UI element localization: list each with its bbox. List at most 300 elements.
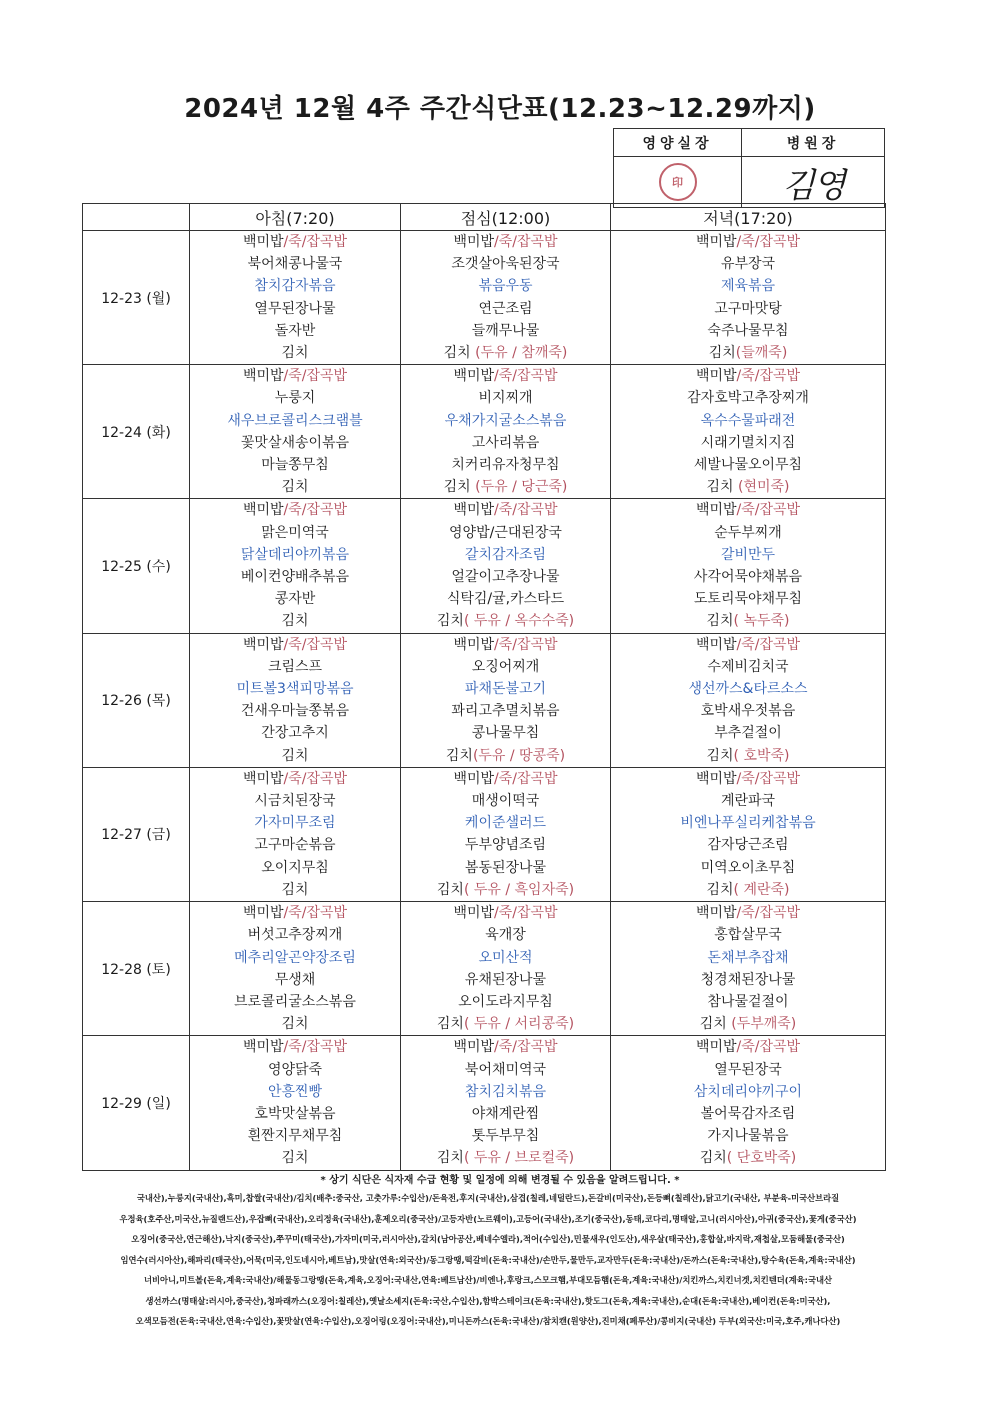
meal-cell-lunch	[401, 231, 611, 365]
menu-item: 영양밥/근대된장국	[449, 524, 562, 541]
rice-label: 백미밥	[695, 770, 737, 787]
separator: /	[512, 234, 517, 250]
separator: /	[754, 502, 760, 519]
menu-item: 호박새우젓볶음	[700, 703, 796, 720]
day-row	[83, 231, 886, 365]
menu-item: 부추겉절이	[714, 725, 782, 742]
origin-line: 오색모듬전(돈육:국내산,연육:수입산),꽃맛살(연육:수입산),오징어링(오징어:국내산),미니돈까스(돈육:국내산)/참치캔(원양산),진미채(페루산)/콩비지(국내산) 두부(외국산:미국,호주,캐나다산)	[135, 1316, 841, 1326]
rice-label: 백미밥	[242, 905, 284, 922]
grain-rice-label: 잡곡밥	[516, 770, 558, 787]
meal-cell-breakfast	[190, 365, 401, 499]
kimchi-label: 김치	[436, 613, 464, 630]
menu-item: 유부장국	[720, 256, 776, 273]
menu-item: 미역오이초무침	[700, 859, 796, 876]
menu-item: 김치	[281, 747, 309, 764]
menu-item: 열무된장국	[714, 1061, 782, 1078]
kimchi-porridge-line	[401, 476, 610, 498]
separator: /	[754, 905, 760, 922]
rice-options	[611, 231, 885, 253]
menu-item: 수제비김치국	[707, 658, 789, 675]
menu-item: 도토리묵야채무침	[693, 591, 803, 608]
grain-rice-label: 잡곡밥	[306, 636, 348, 653]
menu-item: 두부양념조림	[464, 837, 547, 854]
menu-item: 홍합살무국	[714, 927, 782, 944]
separator: /	[512, 770, 517, 787]
menu-item: 들깨무나물	[471, 322, 540, 339]
menu-item: 돌자반	[274, 322, 316, 339]
menu-item: 시래기멸치지짐	[700, 434, 796, 451]
corner-cell	[83, 204, 190, 231]
kimchi-label: 김치	[436, 881, 464, 898]
separator: /	[754, 770, 760, 787]
kimchi-label: 김치	[436, 1150, 464, 1167]
day-row	[83, 633, 886, 767]
porridge-label: 죽	[498, 770, 513, 787]
porridge-label: 죽	[288, 234, 302, 250]
meal-cell-dinner	[611, 1036, 886, 1170]
menu-item: 미트볼3색피망볶음	[236, 681, 354, 698]
meal-cell-breakfast	[190, 231, 401, 365]
kimchi-porridge-line	[401, 342, 610, 364]
grain-rice-label: 잡곡밥	[759, 636, 801, 653]
menu-item: 비엔나푸실리케찹볶음	[680, 815, 816, 832]
kimchi-porridge-line	[401, 745, 610, 767]
kimchi-porridge-line	[611, 476, 885, 498]
origin-line: 생선까스(명태살:러시아,중국산),청파래까스(오징어:칠레산),옛날소세지(돈육:국산,수입산),함박스테이크(돈육:국내산),핫도그(돈육,계육:국내산),순대(돈육:국내산),베이컨(돈육:미국산),	[145, 1295, 831, 1306]
menu-item: 참치감자볶음	[254, 278, 336, 295]
separator: /	[301, 770, 307, 787]
menu-item: 흰짠지무채무침	[247, 1128, 343, 1145]
menu-table	[82, 203, 886, 1171]
approval-label-director: 병원장	[742, 129, 884, 157]
separator: /	[301, 502, 307, 519]
rice-options	[190, 768, 400, 790]
separator: /	[283, 770, 289, 787]
day-row	[83, 1036, 886, 1170]
menu-item: 영양닭죽	[267, 1061, 323, 1078]
kimchi-porridge-line	[401, 1013, 610, 1035]
day-row	[83, 902, 886, 1036]
menu-item: 고구마맛탕	[714, 300, 782, 317]
rice-options	[190, 1036, 400, 1058]
separator: /	[512, 368, 517, 385]
day-row	[83, 767, 886, 901]
day-row	[83, 499, 886, 633]
menu-item: 새우브로콜리스크램블	[227, 412, 363, 429]
date-cell: 12-26 (목)	[83, 633, 190, 767]
kimchi-label: 김치	[706, 747, 734, 764]
menu-item: 참치김치볶음	[464, 1083, 547, 1100]
menu-item: 갈비만두	[720, 546, 776, 563]
menu-item: 안흥찐빵	[267, 1083, 323, 1100]
separator: /	[283, 234, 289, 250]
side-porridge-label: ( 두유 / 브로컬죽)	[463, 1150, 575, 1167]
date-cell: 12-29 (일)	[83, 1036, 190, 1170]
menu-item: 김치	[281, 881, 309, 898]
rice-options	[401, 768, 610, 790]
kimchi-label: 김치	[699, 1150, 727, 1167]
menu-item: 우채가지굴소스볶음	[444, 412, 567, 429]
approval-seal-cell	[614, 157, 742, 207]
rice-options	[190, 499, 400, 521]
meal-cell-breakfast	[190, 767, 401, 901]
kimchi-porridge-line	[611, 1013, 885, 1035]
menu-item: 얼갈이고추장나물	[451, 569, 560, 586]
grain-rice-label: 잡곡밥	[516, 368, 558, 385]
separator: /	[754, 234, 760, 250]
menu-item: 볼어묵감자조림	[700, 1105, 796, 1122]
rice-options	[401, 499, 610, 521]
menu-item: 오징어찌개	[471, 658, 540, 675]
kimchi-porridge-line	[401, 610, 610, 632]
separator: /	[283, 502, 289, 519]
grain-rice-label: 잡곡밥	[516, 1039, 558, 1056]
kimchi-porridge-line	[611, 745, 885, 767]
rice-options	[401, 1036, 610, 1058]
rice-options	[401, 902, 610, 924]
menu-item: 김치	[281, 613, 309, 630]
approval-signature-cell	[742, 157, 884, 207]
rice-options	[190, 634, 400, 656]
porridge-label: 죽	[498, 502, 513, 519]
menu-item: 열무된장나물	[254, 300, 336, 317]
side-porridge-label: (두부깨죽)	[726, 1016, 797, 1033]
porridge-label: 죽	[288, 1039, 302, 1056]
separator: /	[301, 905, 307, 922]
side-porridge-label: ( 계란죽)	[733, 881, 790, 898]
grain-rice-label: 잡곡밥	[306, 770, 348, 787]
rice-label: 백미밥	[242, 636, 284, 653]
menu-item: 고사리볶음	[471, 434, 540, 451]
porridge-label: 죽	[741, 636, 755, 653]
meal-cell-dinner	[611, 902, 886, 1036]
side-porridge-label: (두유 / 땅콩죽)	[472, 747, 566, 764]
porridge-label: 죽	[498, 1039, 513, 1056]
menu-item: 김치	[281, 479, 309, 496]
menu-item: 콩나물무침	[471, 725, 540, 742]
rice-options	[611, 1036, 885, 1058]
menu-item: 케이준샐러드	[464, 815, 547, 832]
menu-item: 김치	[281, 345, 309, 362]
header-breakfast: 아침(7:20)	[190, 204, 401, 231]
porridge-label: 죽	[741, 770, 755, 787]
kimchi-porridge-line	[611, 610, 885, 632]
page-title: 2024년 12월 4주 주간식단표(12.23~12.29까지)	[184, 94, 816, 124]
menu-item: 식탁김/귤,카스타드	[446, 591, 565, 608]
signature: 김영	[782, 165, 844, 206]
separator: /	[736, 1039, 742, 1056]
rice-label: 백미밥	[695, 502, 737, 519]
kimchi-label: 김치	[706, 881, 734, 898]
separator: /	[301, 636, 307, 653]
day-row	[83, 365, 886, 499]
porridge-label: 죽	[498, 905, 513, 922]
meal-cell-lunch	[401, 499, 611, 633]
rice-options	[611, 365, 885, 387]
separator: /	[494, 234, 499, 250]
kimchi-label: 김치	[443, 345, 471, 362]
meal-cell-dinner	[611, 767, 886, 901]
meal-cell-lunch	[401, 365, 611, 499]
menu-item: 브로콜리굴소스볶음	[234, 993, 356, 1010]
origin-line: 너비아니,미트볼(돈육,계육:국내산)/해물동그랑땡(돈육,계육,오징어:국내산,연육:베트남산)/비엔나,후랑크,스모크햄,부대모듬햄(돈육,계육:국내산)/치킨까스,치킨너겟,치킨텐더(계육:국내산	[143, 1275, 832, 1285]
side-porridge-label: (두유 / 참깨죽)	[470, 345, 568, 362]
menu-item: 치커리유자청무침	[451, 457, 560, 474]
menu-item: 삼치데리야끼구이	[693, 1083, 803, 1100]
menu-item: 옥수수물파래전	[700, 412, 796, 429]
grain-rice-label: 잡곡밥	[759, 905, 801, 922]
rice-options	[190, 365, 400, 387]
menu-item: 오미산적	[478, 949, 533, 966]
meal-cell-dinner	[611, 633, 886, 767]
grain-rice-label: 잡곡밥	[759, 1039, 801, 1056]
kimchi-porridge-line	[401, 1147, 610, 1169]
grain-rice-label: 잡곡밥	[516, 234, 558, 250]
menu-item: 사각어묵야채볶음	[693, 569, 803, 586]
grain-rice-label: 잡곡밥	[759, 502, 801, 519]
meal-cell-breakfast	[190, 633, 401, 767]
menu-item: 무생채	[274, 971, 316, 988]
side-porridge-label: ( 단호박죽)	[726, 1150, 797, 1167]
menu-item: 김치	[281, 1150, 309, 1167]
meal-cell-lunch	[401, 902, 611, 1036]
menu-item: 참나물겉절이	[707, 993, 789, 1010]
menu-item: 육개장	[485, 927, 526, 944]
porridge-label: 죽	[498, 234, 513, 250]
separator: /	[736, 368, 742, 385]
separator: /	[512, 905, 517, 922]
rice-label: 백미밥	[695, 368, 737, 385]
kimchi-label: 김치	[706, 613, 734, 630]
rice-label: 백미밥	[453, 368, 495, 385]
kimchi-label: 김치	[443, 479, 471, 496]
grain-rice-label: 잡곡밥	[306, 368, 348, 385]
porridge-label: 죽	[288, 636, 302, 653]
date-cell: 12-27 (금)	[83, 767, 190, 901]
side-porridge-label: ( 녹두죽)	[733, 613, 790, 630]
rice-label: 백미밥	[453, 1039, 495, 1056]
separator: /	[754, 368, 760, 385]
header-lunch: 점심(12:00)	[401, 204, 611, 231]
kimchi-porridge-line	[611, 1147, 885, 1169]
date-cell: 12-25 (수)	[83, 499, 190, 633]
separator: /	[754, 636, 760, 653]
porridge-label: 죽	[288, 905, 302, 922]
kimchi-label: 김치	[436, 1016, 464, 1033]
rice-label: 백미밥	[453, 905, 495, 922]
meal-cell-lunch	[401, 1036, 611, 1170]
kimchi-porridge-line	[611, 342, 885, 364]
kimchi-label: 김치	[708, 345, 736, 362]
porridge-label: 죽	[741, 1039, 755, 1056]
side-porridge-label: (두유 / 당근죽)	[470, 479, 568, 496]
side-porridge-label: (들깨죽)	[735, 345, 788, 362]
meal-cell-dinner	[611, 231, 886, 365]
separator: /	[494, 905, 499, 922]
grain-rice-label: 잡곡밥	[306, 905, 348, 922]
menu-item: 간장고추지	[261, 725, 329, 742]
rice-options	[611, 902, 885, 924]
rice-label: 백미밥	[242, 368, 284, 385]
separator: /	[283, 1039, 289, 1056]
menu-item: 감자당근조림	[707, 837, 789, 854]
menu-item: 봄동된장나물	[464, 859, 547, 876]
origin-line: 오징어(중국산,연근해산),낙지(중국산),쭈꾸미(태국산),가자미(미국,러시아산),갈치(남아공산,베네수엘라),적어(수입산),민물새우(인도산),새우살(태국산),홍합살,바지락,재첩살,모둠해물(중국산)	[131, 1234, 845, 1244]
porridge-label: 죽	[288, 502, 302, 519]
menu-item: 제육볶음	[720, 278, 776, 295]
menu-item: 연근조림	[478, 300, 533, 317]
menu-item: 생선까스&타르소스	[688, 681, 808, 698]
grain-rice-label: 잡곡밥	[759, 368, 801, 385]
grain-rice-label: 잡곡밥	[516, 905, 558, 922]
separator: /	[283, 905, 289, 922]
separator: /	[512, 636, 517, 653]
meal-cell-lunch	[401, 767, 611, 901]
menu-item: 세발나물오이무침	[693, 457, 803, 474]
separator: /	[283, 368, 289, 385]
kimchi-porridge-line	[401, 879, 610, 901]
side-porridge-label: ( 호박죽)	[733, 747, 790, 764]
menu-header-row	[83, 204, 886, 231]
separator: /	[736, 905, 742, 922]
menu-item: 크림스프	[267, 658, 323, 675]
menu-item: 시금치된장국	[254, 793, 336, 810]
separator: /	[301, 234, 307, 250]
separator: /	[494, 502, 499, 519]
separator: /	[736, 770, 742, 787]
separator: /	[494, 1039, 499, 1056]
porridge-label: 죽	[741, 502, 755, 519]
date-cell: 12-23 (월)	[83, 231, 190, 365]
rice-label: 백미밥	[242, 234, 284, 250]
rice-options	[401, 634, 610, 656]
rice-label: 백미밥	[453, 770, 495, 787]
menu-item: 버섯고추장찌개	[247, 927, 343, 944]
menu-item: 콩자반	[274, 591, 316, 608]
menu-item: 누룽지	[274, 390, 316, 407]
menu-item: 유채된장나물	[464, 971, 547, 988]
kimchi-label: 김치	[706, 479, 734, 496]
meal-cell-breakfast	[190, 902, 401, 1036]
separator: /	[494, 368, 499, 385]
grain-rice-label: 잡곡밥	[516, 636, 558, 653]
porridge-label: 죽	[741, 905, 755, 922]
approval-box	[613, 128, 885, 208]
menu-item: 닭살데리야끼볶음	[240, 546, 350, 563]
separator: /	[494, 770, 499, 787]
porridge-label: 죽	[288, 368, 302, 385]
menu-item: 베이컨양배추볶음	[240, 569, 350, 586]
menu-item: 가지나물볶음	[707, 1128, 789, 1145]
menu-item: 순두부찌개	[714, 524, 782, 541]
origin-line: 우정육(호주산,미국산,뉴질랜드산),우잡뼈(국내산),오리정육(국내산),훈제오리(중국산)/고등자반(노르웨이),고등어(국내산),조기(중국산),동태,코다리,명태알,고니(러시아산),아귀(중국산),꽃게(중국산)	[119, 1213, 857, 1224]
grain-rice-label: 잡곡밥	[759, 234, 801, 250]
rice-options	[190, 902, 400, 924]
rice-options	[611, 499, 885, 521]
menu-item: 가자미무조림	[254, 815, 336, 832]
menu-item: 계란파국	[720, 793, 776, 810]
kimchi-label: 김치	[445, 747, 473, 764]
menu-item: 조갯살아욱된장국	[451, 256, 560, 273]
origin-info	[78, 1188, 898, 1332]
menu-item: 매생이떡국	[471, 793, 540, 810]
porridge-label: 죽	[741, 368, 755, 385]
menu-item: 호박맛살볶음	[254, 1105, 336, 1122]
menu-item: 북어채콩나물국	[247, 256, 343, 273]
meal-cell-lunch	[401, 633, 611, 767]
menu-item: 마늘쫑무침	[261, 457, 329, 474]
meal-cell-dinner	[611, 499, 886, 633]
menu-item: 파채돈불고기	[464, 681, 547, 698]
date-cell: 12-24 (화)	[83, 365, 190, 499]
separator: /	[283, 636, 289, 653]
header-dinner: 저녁(17:20)	[611, 204, 886, 231]
rice-label: 백미밥	[695, 234, 737, 250]
separator: /	[736, 502, 742, 519]
separator: /	[301, 1039, 307, 1056]
separator: /	[512, 502, 517, 519]
meal-cell-dinner	[611, 365, 886, 499]
menu-item: 김치	[281, 1016, 309, 1033]
approval-label-nutrition: 영양실장	[614, 129, 742, 157]
menu-item: 건새우마늘쫑볶음	[240, 703, 350, 720]
separator: /	[754, 1039, 760, 1056]
separator: /	[494, 636, 499, 653]
menu-item: 감자호박고추장찌개	[687, 390, 809, 407]
rice-label: 백미밥	[453, 234, 495, 250]
side-porridge-label: ( 두유 / 흑임자죽)	[463, 881, 575, 898]
meal-cell-breakfast	[190, 1036, 401, 1170]
rice-options	[190, 231, 400, 253]
menu-item: 청경채된장나물	[700, 971, 796, 988]
menu-item: 비지찌개	[478, 390, 533, 407]
porridge-label: 죽	[498, 636, 513, 653]
kimchi-porridge-line	[611, 879, 885, 901]
side-porridge-label: (현미죽)	[733, 479, 790, 496]
side-porridge-label: ( 두유 / 옥수수죽)	[463, 613, 575, 630]
grain-rice-label: 잡곡밥	[306, 234, 348, 250]
origin-line: 임연수(러시아산),해파리(태국산),어묵(미국,인도네시아,베트남),맛살(연육:외국산)/동그랑땡,떡갈비(돈육:국내산)/손만두,물만두,교자만두(돈육:국내산)/돈까스(돈육:국내산),탕수육(돈육,계육:국내산)	[120, 1254, 856, 1265]
menu-item: 고구마순볶음	[254, 837, 336, 854]
menu-item: 오이도라지무침	[458, 993, 553, 1010]
rice-options	[611, 768, 885, 790]
rice-options	[611, 634, 885, 656]
grain-rice-label: 잡곡밥	[306, 502, 348, 519]
menu-item: 볶음우동	[478, 278, 533, 295]
menu-item: 돈채부추잡채	[707, 949, 789, 966]
rice-options	[401, 365, 610, 387]
porridge-label: 죽	[741, 234, 755, 250]
meal-cell-breakfast	[190, 499, 401, 633]
kimchi-label: 김치	[699, 1016, 727, 1033]
separator: /	[512, 1039, 517, 1056]
menu-item: 메추리알곤약장조림	[234, 949, 356, 966]
menu-item: 꽈리고추멸치볶음	[451, 703, 560, 720]
rice-options	[401, 231, 610, 253]
menu-item: 맑은미역국	[261, 524, 329, 541]
separator: /	[736, 234, 742, 250]
rice-label: 백미밥	[453, 502, 495, 519]
rice-label: 백미밥	[453, 636, 495, 653]
rice-label: 백미밥	[242, 502, 284, 519]
porridge-label: 죽	[288, 770, 302, 787]
separator: /	[301, 368, 307, 385]
menu-item: 숙주나물무침	[707, 322, 789, 339]
menu-item: 오이지무침	[261, 859, 329, 876]
side-porridge-label: ( 두유 / 서리콩죽)	[463, 1016, 575, 1033]
rice-label: 백미밥	[695, 636, 737, 653]
grain-rice-label: 잡곡밥	[516, 502, 558, 519]
